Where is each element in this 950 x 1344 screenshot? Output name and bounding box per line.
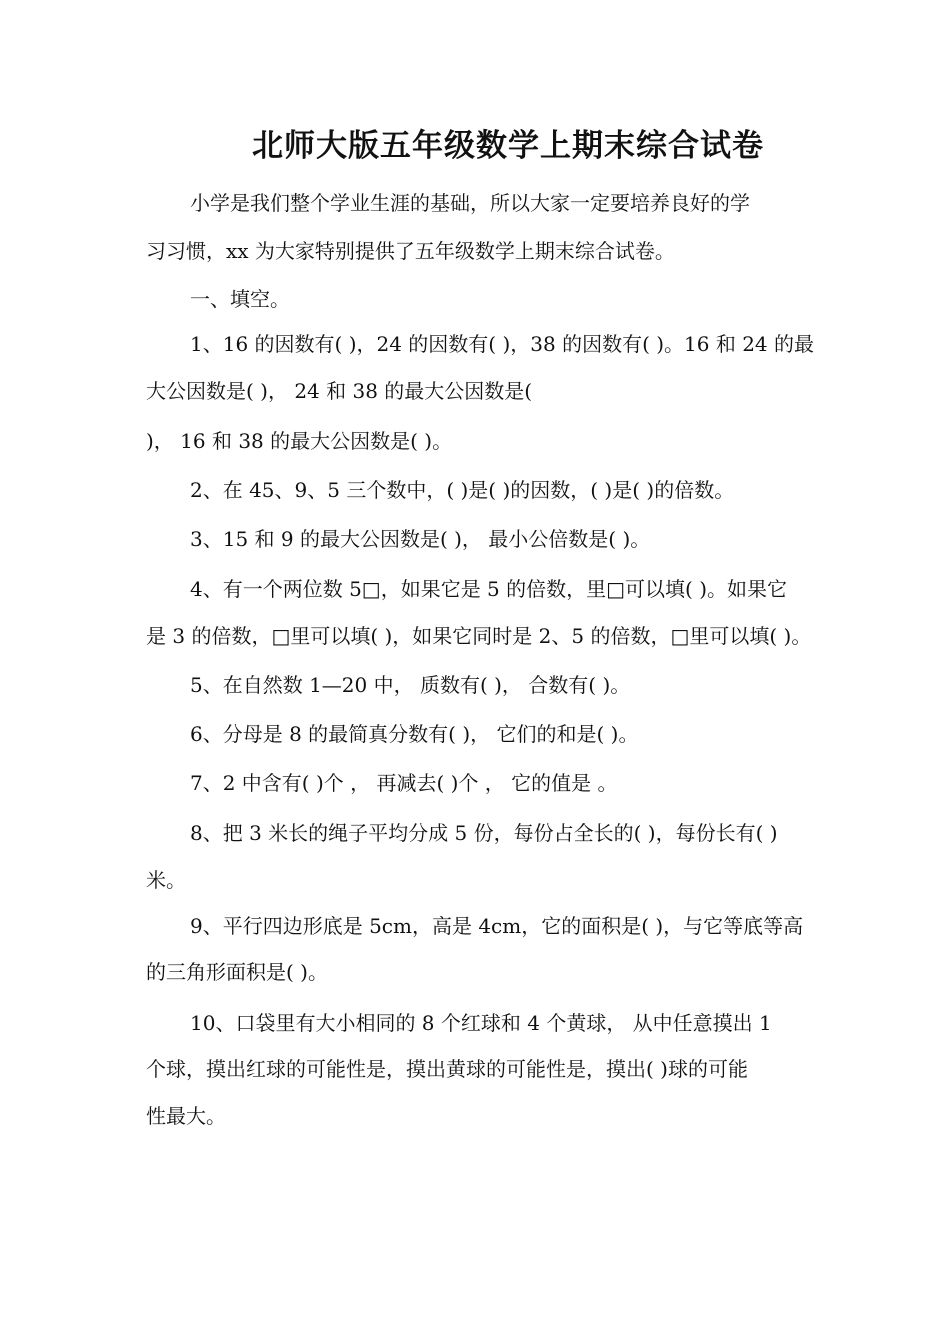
question-8-line-2: 米。 — [146, 868, 186, 892]
document-title: 北师大版五年级数学上期末综合试卷 — [252, 128, 764, 164]
section-heading: 一、填空。 — [190, 287, 290, 311]
intro-line-2: 习习惯，xx 为大家特别提供了五年级数学上期末综合试卷。 — [146, 239, 675, 263]
question-4-line-2: 是 3 的倍数，□里可以填( )，如果它同时是 2、5 的倍数，□里可以填( )。 — [146, 624, 812, 648]
question-1-line-1: 1、16 的因数有( )，24 的因数有( )，38 的因数有( )。16 和 24 的最 — [190, 332, 815, 356]
question-1-line-3: )， 16 和 38 的最大公因数是( )。 — [146, 429, 453, 453]
question-8-line-1: 8、把 3 米长的绳子平均分成 5 份，每份占全长的( )，每份长有( ) — [190, 821, 778, 845]
question-6-line-1: 6、分母是 8 的最简真分数有( )， 它们的和是( )。 — [190, 722, 639, 746]
question-2-line-1: 2、在 45、9、5 三个数中，( )是( )的因数，( )是( )的倍数。 — [190, 478, 735, 502]
question-1-line-2: 大公因数是( )， 24 和 38 的最大公因数是( — [146, 379, 533, 403]
question-9-line-2: 的三角形面积是( )。 — [146, 960, 328, 984]
question-9-line-1: 9、平行四边形底是 5cm，高是 4cm，它的面积是( )，与它等底等高 — [190, 914, 804, 938]
question-4-line-1: 4、有一个两位数 5□，如果它是 5 的倍数，里□可以填( )。如果它 — [190, 577, 788, 601]
question-3-line-1: 3、15 和 9 的最大公因数是( )， 最小公倍数是( )。 — [190, 527, 651, 551]
question-5-line-1: 5、在自然数 1—20 中， 质数有( )， 合数有( )。 — [190, 673, 631, 697]
question-10-line-2: 个球，摸出红球的可能性是，摸出黄球的可能性是，摸出( )球的可能 — [146, 1057, 748, 1081]
question-10-line-3: 性最大。 — [146, 1104, 226, 1128]
question-7-line-1: 7、2 中含有( )个 ， 再减去( )个 ， 它的值是 。 — [190, 771, 618, 795]
intro-line-1: 小学是我们整个学业生涯的基础，所以大家一定要培养良好的学 — [190, 191, 750, 215]
question-10-line-1: 10、口袋里有大小相同的 8 个红球和 4 个黄球， 从中任意摸出 1 — [190, 1011, 772, 1035]
